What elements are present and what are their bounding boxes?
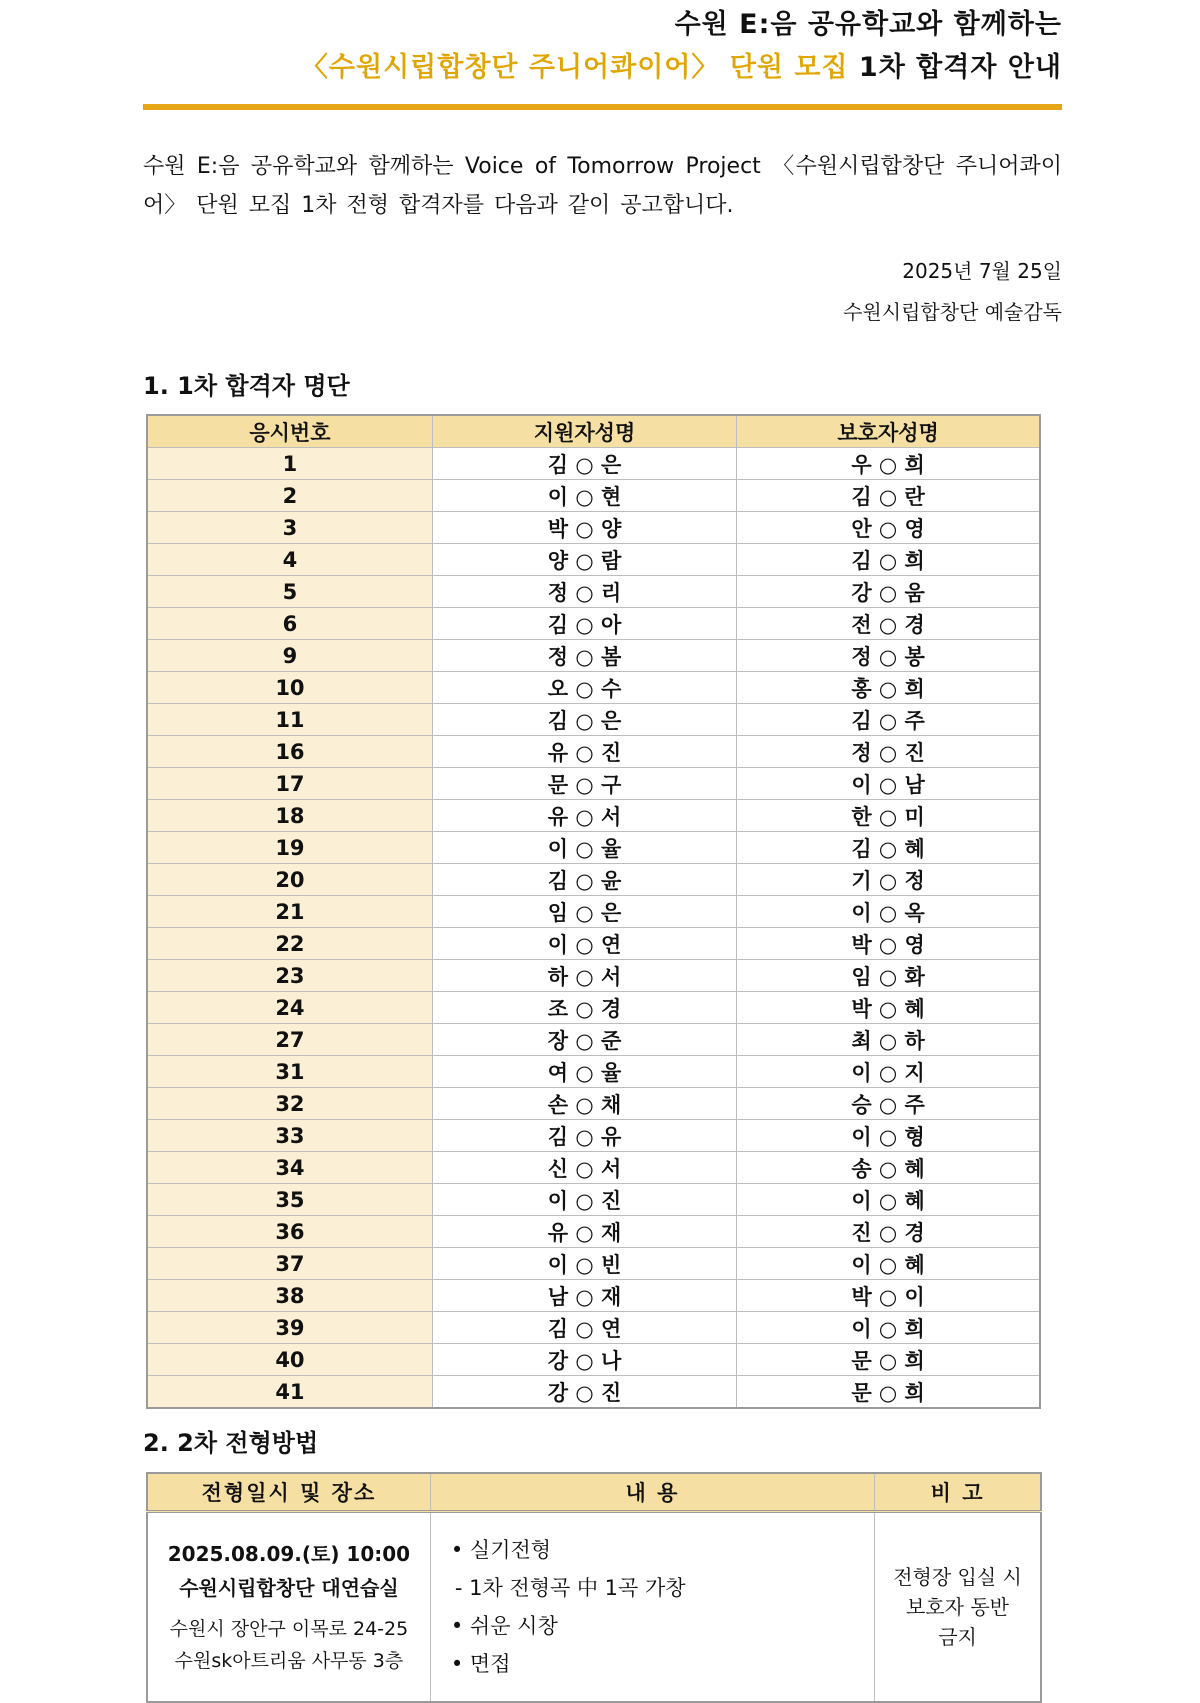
guardian-name-cell: 김 ○ 희 (737, 544, 1040, 576)
content-item: - 1차 전형곡 中 1곡 가창 (454, 1576, 686, 1600)
exam-number-cell: 1 (147, 448, 432, 480)
table-row (147, 1184, 1040, 1216)
guardian-name-cell: 진 ○ 경 (737, 1216, 1040, 1248)
applicant-name-cell: 남 ○ 재 (432, 1280, 736, 1312)
table-row (147, 1024, 1040, 1056)
table-row (147, 544, 1040, 576)
table-row (147, 1088, 1040, 1120)
content-item: • 쉬운 시창 (450, 1614, 558, 1638)
applicant-name-cell: 정 ○ 리 (432, 576, 736, 608)
header-note: 비 고 (875, 1473, 1041, 1512)
table-row (147, 1280, 1040, 1312)
guardian-name-cell: 안 ○ 영 (737, 512, 1040, 544)
exam-number-cell: 2 (147, 480, 432, 512)
applicant-name-cell: 이 ○ 율 (432, 832, 736, 864)
applicant-name-cell: 유 ○ 서 (432, 800, 736, 832)
applicant-name-cell: 이 ○ 빈 (432, 1248, 736, 1280)
exam-number-cell: 33 (147, 1120, 432, 1152)
intro-paragraph: 수원 E:음 공유학교와 함께하는 Voice of Tomorrow Project 〈수원시립합창단 주니어콰이어〉 단원 모집 1차 전형 합격자를 다음과 같이 공고합니다. (143, 154, 1062, 218)
exam-number-cell: 35 (147, 1184, 432, 1216)
table-row (147, 1120, 1040, 1152)
schedule-row (147, 1512, 1041, 1703)
title-notice: 1차 합격자 안내 (858, 52, 1062, 83)
exam-number-cell: 38 (147, 1280, 432, 1312)
exam-number-cell: 5 (147, 576, 432, 608)
exam-number-cell: 36 (147, 1216, 432, 1248)
applicant-name-cell: 조 ○ 경 (432, 992, 736, 1024)
note-line: 전형장 입실 시 (893, 1565, 1022, 1589)
content-item: • 면접 (450, 1652, 511, 1676)
table-row (147, 480, 1040, 512)
header-datetime-place: 전형일시 및 장소 (147, 1473, 430, 1512)
applicant-name-cell: 오 ○ 수 (432, 672, 736, 704)
guardian-name-cell: 임 ○ 화 (737, 960, 1040, 992)
table-row (147, 896, 1040, 928)
note-cell (875, 1512, 1041, 1703)
applicant-name-cell: 하 ○ 서 (432, 960, 736, 992)
second-round-table (146, 1472, 1042, 1703)
guardian-name-cell: 승 ○ 주 (737, 1088, 1040, 1120)
table-row (147, 1152, 1040, 1184)
table-row (147, 1248, 1040, 1280)
table-row (147, 832, 1040, 864)
exam-number-cell: 37 (147, 1248, 432, 1280)
table-row (147, 992, 1040, 1024)
guardian-name-cell: 정 ○ 봉 (737, 640, 1040, 672)
exam-number-cell: 31 (147, 1056, 432, 1088)
table-row (147, 640, 1040, 672)
exam-number-cell: 19 (147, 832, 432, 864)
table-row (147, 672, 1040, 704)
table-row (147, 1312, 1040, 1344)
address-line-1: 수원시 장안구 이목로 24-25 (169, 1618, 409, 1640)
exam-number-cell: 22 (147, 928, 432, 960)
exam-number-cell: 3 (147, 512, 432, 544)
exam-number-cell: 17 (147, 768, 432, 800)
passer-list-table (146, 414, 1041, 1409)
guardian-name-cell: 이 ○ 희 (737, 1312, 1040, 1344)
exam-number-cell: 27 (147, 1024, 432, 1056)
guardian-name-cell: 박 ○ 영 (737, 928, 1040, 960)
note-line: 금지 (938, 1625, 977, 1649)
applicant-name-cell: 이 ○ 연 (432, 928, 736, 960)
exam-number-cell: 6 (147, 608, 432, 640)
title-line-2 (301, 45, 1062, 84)
applicant-name-cell: 정 ○ 봄 (432, 640, 736, 672)
content-cell (430, 1512, 874, 1703)
applicant-name-cell: 김 ○ 아 (432, 608, 736, 640)
applicant-name-cell: 이 ○ 진 (432, 1184, 736, 1216)
guardian-name-cell: 한 ○ 미 (737, 800, 1040, 832)
guardian-name-cell: 이 ○ 남 (737, 768, 1040, 800)
section-2-title: 2. 2차 전형방법 (143, 1429, 319, 1457)
exam-number-cell: 11 (147, 704, 432, 736)
exam-venue: 수원시립합창단 대연습실 (179, 1576, 399, 1600)
table-row (147, 1344, 1040, 1376)
applicant-name-cell: 유 ○ 진 (432, 736, 736, 768)
exam-datetime: 2025.08.09.(토) 10:00 (167, 1542, 411, 1566)
applicant-name-cell: 손 ○ 채 (432, 1088, 736, 1120)
header-exam-number: 응시번호 (147, 415, 432, 448)
applicant-name-cell: 김 ○ 유 (432, 1120, 736, 1152)
applicant-name-cell: 김 ○ 윤 (432, 864, 736, 896)
guardian-name-cell: 최 ○ 하 (737, 1024, 1040, 1056)
applicant-name-cell: 신 ○ 서 (432, 1152, 736, 1184)
guardian-name-cell: 박 ○ 혜 (737, 992, 1040, 1024)
exam-number-cell: 18 (147, 800, 432, 832)
guardian-name-cell: 김 ○ 주 (737, 704, 1040, 736)
section-1-title: 1. 1차 합격자 명단 (143, 372, 350, 400)
table-row (147, 576, 1040, 608)
applicant-name-cell: 임 ○ 은 (432, 896, 736, 928)
exam-number-cell: 16 (147, 736, 432, 768)
applicant-name-cell: 김 ○ 은 (432, 704, 736, 736)
table-row (147, 1376, 1040, 1409)
guardian-name-cell: 홍 ○ 희 (737, 672, 1040, 704)
exam-number-cell: 4 (147, 544, 432, 576)
header-applicant-name: 지원자성명 (432, 415, 736, 448)
table-row (147, 864, 1040, 896)
guardian-name-cell: 우 ○ 희 (737, 448, 1040, 480)
applicant-name-cell: 양 ○ 람 (432, 544, 736, 576)
guardian-name-cell: 이 ○ 혜 (737, 1248, 1040, 1280)
applicant-name-cell: 여 ○ 율 (432, 1056, 736, 1088)
guardian-name-cell: 김 ○ 혜 (737, 832, 1040, 864)
table-row (147, 1056, 1040, 1088)
exam-number-cell: 20 (147, 864, 432, 896)
guardian-name-cell: 강 ○ 움 (737, 576, 1040, 608)
exam-number-cell: 10 (147, 672, 432, 704)
guardian-name-cell: 기 ○ 정 (737, 864, 1040, 896)
applicant-name-cell: 강 ○ 진 (432, 1376, 736, 1409)
exam-number-cell: 34 (147, 1152, 432, 1184)
exam-number-cell: 24 (147, 992, 432, 1024)
applicant-name-cell: 장 ○ 준 (432, 1024, 736, 1056)
exam-number-cell: 41 (147, 1376, 432, 1409)
title-line-1: 수원 E:음 공유학교와 함께하는 (674, 9, 1062, 40)
datetime-place-cell (147, 1512, 430, 1703)
guardian-name-cell: 이 ○ 지 (737, 1056, 1040, 1088)
notice-signature: 수원시립합창단 예술감독 (843, 300, 1062, 324)
table-row (147, 512, 1040, 544)
guardian-name-cell: 김 ○ 란 (737, 480, 1040, 512)
guardian-name-cell: 이 ○ 혜 (737, 1184, 1040, 1216)
guardian-name-cell: 전 ○ 경 (737, 608, 1040, 640)
table-row (147, 800, 1040, 832)
table-header-row (147, 415, 1040, 448)
header-content: 내 용 (430, 1473, 874, 1512)
note-line: 보호자 동반 (906, 1595, 1010, 1619)
applicant-name-cell: 유 ○ 재 (432, 1216, 736, 1248)
exam-number-cell: 9 (147, 640, 432, 672)
applicant-name-cell: 이 ○ 현 (432, 480, 736, 512)
table-row (147, 704, 1040, 736)
table-row (147, 928, 1040, 960)
guardian-name-cell: 박 ○ 이 (737, 1280, 1040, 1312)
guardian-name-cell: 문 ○ 희 (737, 1344, 1040, 1376)
table-row (147, 960, 1040, 992)
guardian-name-cell: 문 ○ 희 (737, 1376, 1040, 1409)
title-project-name: 〈수원시립합창단 주니어콰이어〉 단원 모집 (300, 52, 849, 83)
table-row (147, 608, 1040, 640)
header-divider (143, 104, 1062, 110)
guardian-name-cell: 정 ○ 진 (737, 736, 1040, 768)
schedule-header-row (147, 1473, 1041, 1512)
applicant-name-cell: 문 ○ 구 (432, 768, 736, 800)
address-line-2: 수원sk아트리움 사무동 3층 (174, 1650, 404, 1672)
table-row (147, 448, 1040, 480)
exam-number-cell: 40 (147, 1344, 432, 1376)
table-row (147, 736, 1040, 768)
notice-date: 2025년 7월 25일 (902, 259, 1062, 283)
exam-number-cell: 21 (147, 896, 432, 928)
exam-number-cell: 32 (147, 1088, 432, 1120)
applicant-name-cell: 김 ○ 연 (432, 1312, 736, 1344)
header-guardian-name: 보호자성명 (737, 415, 1040, 448)
exam-number-cell: 39 (147, 1312, 432, 1344)
content-item: • 실기전형 (450, 1538, 552, 1562)
exam-number-cell: 23 (147, 960, 432, 992)
guardian-name-cell: 이 ○ 옥 (737, 896, 1040, 928)
guardian-name-cell: 이 ○ 형 (737, 1120, 1040, 1152)
table-row (147, 768, 1040, 800)
applicant-name-cell: 강 ○ 나 (432, 1344, 736, 1376)
guardian-name-cell: 송 ○ 혜 (737, 1152, 1040, 1184)
table-row (147, 1216, 1040, 1248)
applicant-name-cell: 박 ○ 양 (432, 512, 736, 544)
applicant-name-cell: 김 ○ 은 (432, 448, 736, 480)
